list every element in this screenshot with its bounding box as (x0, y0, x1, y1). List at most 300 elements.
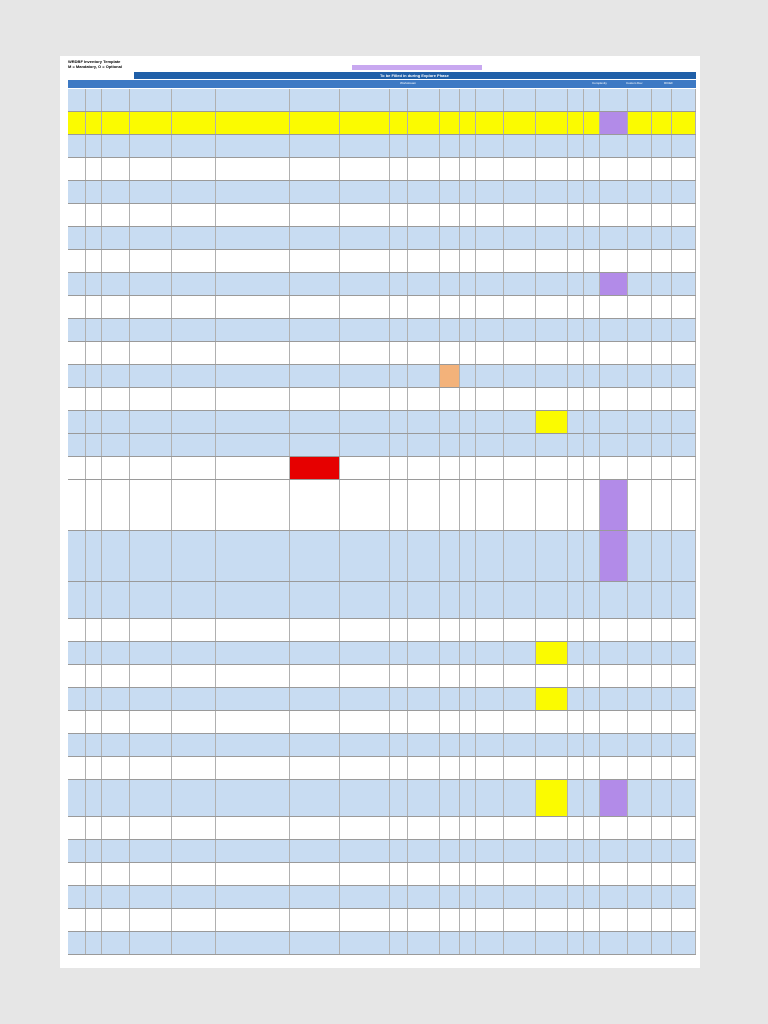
table-cell (102, 227, 130, 249)
table-cell (460, 734, 476, 756)
table-cell (216, 619, 290, 641)
table-cell (504, 688, 536, 710)
table-cell (86, 89, 102, 111)
table-cell (536, 319, 568, 341)
table-cell (584, 158, 600, 180)
table-cell (568, 181, 584, 203)
table-row (68, 342, 696, 365)
table-cell (476, 388, 504, 410)
table-cell (672, 757, 696, 779)
table-cell (172, 181, 216, 203)
table-cell (440, 158, 460, 180)
table-cell (476, 863, 504, 885)
table-cell (460, 642, 476, 664)
table-cell (600, 642, 628, 664)
table-row (68, 780, 696, 817)
table-cell (504, 734, 536, 756)
table-cell (568, 89, 584, 111)
table-cell (672, 296, 696, 318)
table-cell (584, 780, 600, 816)
table-cell (460, 817, 476, 839)
table-cell (340, 434, 390, 456)
table-cell (216, 204, 290, 226)
table-cell (504, 250, 536, 272)
table-cell (86, 840, 102, 862)
table-cell (652, 688, 672, 710)
table-row (68, 734, 696, 757)
table-cell (340, 757, 390, 779)
table-cell (130, 112, 172, 134)
table-cell (86, 711, 102, 733)
table-cell (652, 582, 672, 618)
table-cell (504, 886, 536, 908)
table-cell (460, 619, 476, 641)
table-cell (216, 135, 290, 157)
table-cell (408, 365, 440, 387)
table-cell (504, 227, 536, 249)
table-cell (68, 89, 86, 111)
table-cell (652, 204, 672, 226)
table-cell (290, 734, 340, 756)
table-cell (652, 342, 672, 364)
table-cell (290, 932, 340, 954)
table-row (68, 840, 696, 863)
table-cell (130, 181, 172, 203)
table-cell (628, 319, 652, 341)
table-cell (290, 135, 340, 157)
table-cell (568, 342, 584, 364)
table-cell (172, 840, 216, 862)
table-cell (290, 909, 340, 931)
table-row (68, 89, 696, 112)
table-cell (628, 909, 652, 931)
table-cell (600, 319, 628, 341)
table-cell (172, 757, 216, 779)
table-cell (340, 909, 390, 931)
table-cell (536, 582, 568, 618)
table-cell (102, 365, 130, 387)
table-cell (476, 734, 504, 756)
table-cell (130, 909, 172, 931)
table-cell (672, 227, 696, 249)
table-cell (290, 273, 340, 295)
table-cell (568, 531, 584, 581)
table-cell (290, 411, 340, 433)
table-cell (172, 135, 216, 157)
table-cell (172, 457, 216, 479)
table-cell (216, 711, 290, 733)
table-cell (504, 89, 536, 111)
table-cell (568, 112, 584, 134)
table-cell (216, 665, 290, 687)
table-cell (172, 886, 216, 908)
table-cell (536, 688, 568, 710)
table-cell (68, 457, 86, 479)
table-cell (476, 932, 504, 954)
table-cell (652, 319, 672, 341)
table-cell (408, 886, 440, 908)
table-row (68, 319, 696, 342)
table-cell (584, 342, 600, 364)
table-cell (102, 112, 130, 134)
table-cell (172, 817, 216, 839)
table-cell (504, 204, 536, 226)
table-cell (216, 734, 290, 756)
header-label-complexity: Complexity (592, 81, 607, 85)
table-cell (290, 434, 340, 456)
table-cell (568, 227, 584, 249)
table-cell (340, 112, 390, 134)
table-cell (460, 711, 476, 733)
table-cell (216, 319, 290, 341)
table-cell (390, 757, 408, 779)
table-cell (440, 112, 460, 134)
table-cell (600, 817, 628, 839)
table-cell (476, 780, 504, 816)
table-cell (628, 158, 652, 180)
table-cell (216, 909, 290, 931)
table-cell (86, 227, 102, 249)
table-cell (536, 158, 568, 180)
table-cell (408, 89, 440, 111)
table-cell (290, 457, 340, 479)
table-cell (600, 89, 628, 111)
table-cell (600, 135, 628, 157)
table-cell (290, 711, 340, 733)
table-cell (86, 688, 102, 710)
table-cell (568, 480, 584, 530)
table-cell (672, 342, 696, 364)
table-cell (628, 711, 652, 733)
table-row (68, 181, 696, 204)
table-cell (68, 665, 86, 687)
table-cell (536, 296, 568, 318)
table-cell (130, 342, 172, 364)
table-cell (476, 342, 504, 364)
table-cell (672, 531, 696, 581)
table-cell (440, 250, 460, 272)
table-cell (290, 342, 340, 364)
table-cell (340, 319, 390, 341)
table-cell (130, 840, 172, 862)
table-cell (504, 434, 536, 456)
table-cell (672, 909, 696, 931)
table-cell (216, 250, 290, 272)
table-cell (652, 642, 672, 664)
table-cell (408, 480, 440, 530)
table-cell (536, 457, 568, 479)
table-cell (672, 734, 696, 756)
table-cell (390, 388, 408, 410)
table-cell (86, 780, 102, 816)
table-cell (628, 388, 652, 410)
table-cell (460, 411, 476, 433)
table-cell (86, 112, 102, 134)
table-cell (440, 619, 460, 641)
table-cell (672, 112, 696, 134)
table-cell (440, 688, 460, 710)
table-cell (460, 342, 476, 364)
table-cell (390, 531, 408, 581)
table-cell (460, 863, 476, 885)
table-cell (408, 688, 440, 710)
table-cell (568, 158, 584, 180)
table-cell (408, 434, 440, 456)
table-cell (216, 582, 290, 618)
table-cell (652, 411, 672, 433)
table-cell (600, 273, 628, 295)
table-cell (600, 411, 628, 433)
table-cell (476, 457, 504, 479)
table-cell (102, 909, 130, 931)
table-cell (340, 711, 390, 733)
table-cell (584, 840, 600, 862)
table-cell (390, 909, 408, 931)
table-cell (216, 531, 290, 581)
table-cell (216, 780, 290, 816)
table-cell (584, 582, 600, 618)
table-cell (172, 734, 216, 756)
table-cell (652, 711, 672, 733)
table-cell (130, 932, 172, 954)
table-cell (568, 840, 584, 862)
table-cell (536, 757, 568, 779)
table-cell (172, 780, 216, 816)
table-cell (408, 711, 440, 733)
table-cell (216, 112, 290, 134)
table-cell (340, 135, 390, 157)
table-cell (440, 932, 460, 954)
table-cell (102, 619, 130, 641)
spreadsheet-page (60, 56, 700, 968)
table-cell (460, 457, 476, 479)
table-cell (584, 480, 600, 530)
table-cell (568, 365, 584, 387)
table-cell (408, 531, 440, 581)
table-cell (460, 296, 476, 318)
table-cell (86, 665, 102, 687)
table-cell (536, 932, 568, 954)
table-cell (600, 619, 628, 641)
header-label-workstream: Workstream (400, 81, 417, 85)
table-cell (86, 757, 102, 779)
table-cell (130, 817, 172, 839)
table-cell (504, 642, 536, 664)
table-cell (86, 932, 102, 954)
table-cell (408, 250, 440, 272)
table-cell (584, 135, 600, 157)
table-cell (600, 840, 628, 862)
table-cell (86, 642, 102, 664)
table-cell (408, 780, 440, 816)
table-cell (672, 135, 696, 157)
table-cell (672, 204, 696, 226)
table-cell (290, 665, 340, 687)
document-subtitle: M = Mandatory, O = Optional (68, 64, 122, 69)
table-cell (504, 840, 536, 862)
table-row (68, 480, 696, 531)
table-cell (440, 319, 460, 341)
table-cell (390, 89, 408, 111)
table-cell (390, 886, 408, 908)
table-cell (340, 531, 390, 581)
table-cell (652, 734, 672, 756)
table-cell (68, 204, 86, 226)
table-cell (290, 780, 340, 816)
table-cell (584, 665, 600, 687)
table-cell (460, 365, 476, 387)
table-row (68, 296, 696, 319)
table-cell (408, 734, 440, 756)
table-cell (536, 434, 568, 456)
table-row (68, 619, 696, 642)
table-cell (216, 296, 290, 318)
table-cell (672, 411, 696, 433)
table-cell (86, 480, 102, 530)
table-cell (460, 388, 476, 410)
table-cell (440, 582, 460, 618)
table-cell (68, 273, 86, 295)
table-row (68, 273, 696, 296)
table-cell (340, 158, 390, 180)
table-cell (628, 112, 652, 134)
table-cell (68, 181, 86, 203)
table-cell (628, 932, 652, 954)
table-cell (504, 863, 536, 885)
table-cell (504, 457, 536, 479)
table-cell (68, 642, 86, 664)
table-cell (390, 932, 408, 954)
table-cell (568, 434, 584, 456)
table-cell (504, 480, 536, 530)
table-cell (86, 457, 102, 479)
table-cell (440, 365, 460, 387)
table-cell (476, 112, 504, 134)
table-cell (86, 411, 102, 433)
table-cell (600, 227, 628, 249)
table-cell (68, 388, 86, 410)
table-row (68, 411, 696, 434)
table-cell (130, 711, 172, 733)
table-cell (408, 642, 440, 664)
table-cell (408, 932, 440, 954)
table-cell (568, 619, 584, 641)
table-cell (652, 840, 672, 862)
table-cell (68, 112, 86, 134)
table-cell (172, 582, 216, 618)
table-cell (102, 817, 130, 839)
table-cell (340, 365, 390, 387)
table-row (68, 665, 696, 688)
document-title: WRDBF Inventory Template (68, 59, 121, 64)
table-cell (102, 89, 130, 111)
table-cell (68, 711, 86, 733)
table-cell (584, 227, 600, 249)
table-cell (216, 480, 290, 530)
table-cell (172, 863, 216, 885)
table-cell (68, 863, 86, 885)
table-cell (408, 619, 440, 641)
table-cell (672, 582, 696, 618)
table-cell (340, 250, 390, 272)
table-cell (86, 273, 102, 295)
table-cell (68, 932, 86, 954)
table-cell (102, 342, 130, 364)
table-cell (390, 817, 408, 839)
table-cell (504, 411, 536, 433)
table-cell (476, 711, 504, 733)
table-cell (476, 531, 504, 581)
table-cell (536, 250, 568, 272)
table-cell (568, 886, 584, 908)
table-row (68, 365, 696, 388)
highlighted-note (352, 65, 482, 70)
table-cell (568, 411, 584, 433)
table-cell (102, 250, 130, 272)
table-cell (172, 642, 216, 664)
table-cell (216, 757, 290, 779)
table-cell (504, 817, 536, 839)
table-cell (536, 204, 568, 226)
table-cell (568, 711, 584, 733)
table-cell (68, 757, 86, 779)
table-cell (102, 642, 130, 664)
table-cell (440, 227, 460, 249)
table-cell (476, 886, 504, 908)
table-cell (172, 227, 216, 249)
table-cell (476, 840, 504, 862)
table-cell (600, 531, 628, 581)
table-cell (172, 665, 216, 687)
table-cell (600, 388, 628, 410)
table-cell (672, 642, 696, 664)
table-cell (504, 388, 536, 410)
table-cell (504, 909, 536, 931)
table-cell (460, 204, 476, 226)
table-cell (130, 89, 172, 111)
table-cell (504, 273, 536, 295)
table-row (68, 531, 696, 582)
table-cell (476, 688, 504, 710)
table-cell (86, 204, 102, 226)
table-cell (86, 619, 102, 641)
table-cell (408, 273, 440, 295)
table-cell (652, 250, 672, 272)
table-cell (652, 665, 672, 687)
table-cell (568, 734, 584, 756)
table-cell (536, 780, 568, 816)
table-cell (408, 319, 440, 341)
table-cell (584, 411, 600, 433)
table-cell (340, 181, 390, 203)
table-cell (600, 181, 628, 203)
table-cell (568, 135, 584, 157)
table-cell (408, 388, 440, 410)
table-cell (672, 780, 696, 816)
table-cell (628, 780, 652, 816)
table-cell (652, 112, 672, 134)
table-cell (130, 780, 172, 816)
table-row (68, 909, 696, 932)
table-cell (536, 388, 568, 410)
table-cell (476, 480, 504, 530)
table-cell (216, 365, 290, 387)
table-cell (102, 582, 130, 618)
table-cell (476, 817, 504, 839)
table-row (68, 642, 696, 665)
table-cell (340, 780, 390, 816)
table-cell (102, 135, 130, 157)
